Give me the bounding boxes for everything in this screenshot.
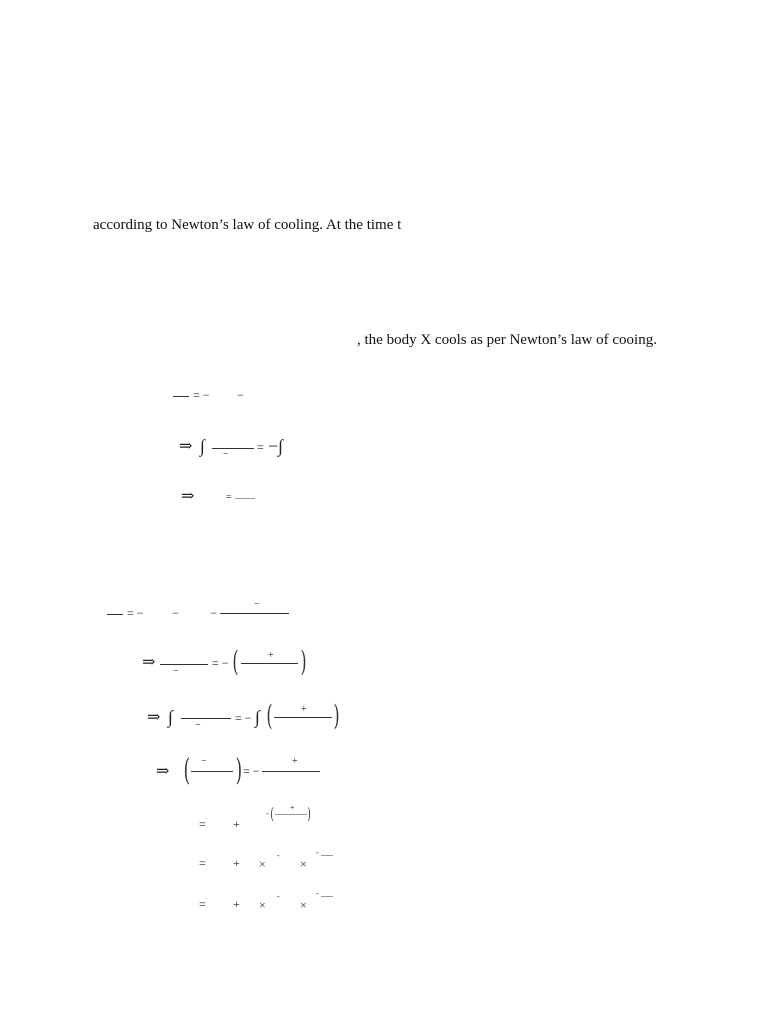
paren-close: ): [307, 804, 311, 823]
minus-sign: -: [266, 809, 269, 818]
times-sign: ×: [300, 857, 307, 871]
minus-sign: −: [172, 606, 179, 620]
minus-sign: −: [201, 756, 207, 767]
fraction-bar: [262, 771, 320, 772]
fraction-bar: [275, 814, 307, 815]
fraction-bar: [212, 448, 254, 449]
integral-sign: ∫: [168, 707, 173, 727]
plus-sign: +: [268, 650, 274, 661]
minus-sign: −: [173, 666, 179, 677]
integral-sign: ∫: [200, 436, 205, 456]
fraction-bar: [160, 664, 208, 665]
equals-sign: =: [199, 856, 206, 870]
implies-arrow: ⇒: [147, 709, 161, 726]
fraction-bar: [235, 498, 255, 499]
paren-open: (: [270, 804, 274, 823]
paren-open: (: [232, 645, 239, 678]
equals-sign: =: [199, 897, 206, 911]
equals-sign: = −: [193, 388, 210, 402]
paren-close: ): [333, 699, 340, 732]
minus-sign: −: [210, 606, 217, 620]
implies-arrow: ⇒: [156, 763, 170, 780]
minus-sign: -: [277, 851, 280, 860]
fraction-bar: [274, 717, 332, 718]
plus-sign: +: [233, 856, 240, 870]
fraction-bar: [107, 614, 123, 615]
equals-sign: = −: [243, 764, 260, 778]
minus-sign: −: [195, 720, 201, 731]
plus-sign: +: [233, 897, 240, 911]
equals-sign: = −: [235, 711, 252, 725]
minus-sign: -: [316, 889, 319, 898]
fraction-bar: [321, 896, 333, 897]
times-sign: ×: [300, 898, 307, 912]
equals-sign: = −: [127, 606, 144, 620]
fraction-bar: [173, 396, 189, 397]
equals-sign: =: [199, 817, 206, 831]
times-sign: ×: [259, 857, 266, 871]
plus-sign: +: [233, 817, 240, 831]
implies-arrow: ⇒: [181, 488, 195, 505]
implies-arrow: ⇒: [179, 438, 193, 455]
plus-sign: +: [290, 803, 295, 812]
paren-open: (: [266, 699, 273, 732]
paren-close: ): [235, 753, 243, 788]
minus-sign: -: [316, 848, 319, 857]
equals-sign: = −: [212, 656, 229, 670]
fraction-bar: [220, 613, 289, 614]
fraction-bar: [321, 855, 333, 856]
fraction-bar: [181, 718, 231, 719]
implies-arrow: ⇒: [142, 654, 156, 671]
times-sign: ×: [259, 898, 266, 912]
minus-sign: −: [223, 449, 229, 460]
minus-sign: -: [277, 892, 280, 901]
equals-sign: =: [257, 440, 264, 454]
integral-sign: ∫: [255, 707, 260, 727]
minus-sign: −: [237, 388, 244, 402]
equals-sign: =: [226, 492, 232, 503]
minus-integral: −∫: [268, 436, 284, 456]
paren-open: (: [183, 753, 191, 788]
fraction-bar: [241, 663, 298, 664]
text-line-body-x-cools: , the body X cools as per Newton’s law of cooing.: [357, 332, 657, 348]
plus-sign: +: [301, 704, 307, 715]
minus-sign: −: [254, 599, 260, 610]
paren-close: ): [300, 645, 307, 678]
fraction-bar: [191, 771, 233, 772]
plus-sign: +: [292, 756, 298, 767]
text-line-newton-cooling: according to Newton’s law of cooling. At the time t: [93, 217, 402, 233]
